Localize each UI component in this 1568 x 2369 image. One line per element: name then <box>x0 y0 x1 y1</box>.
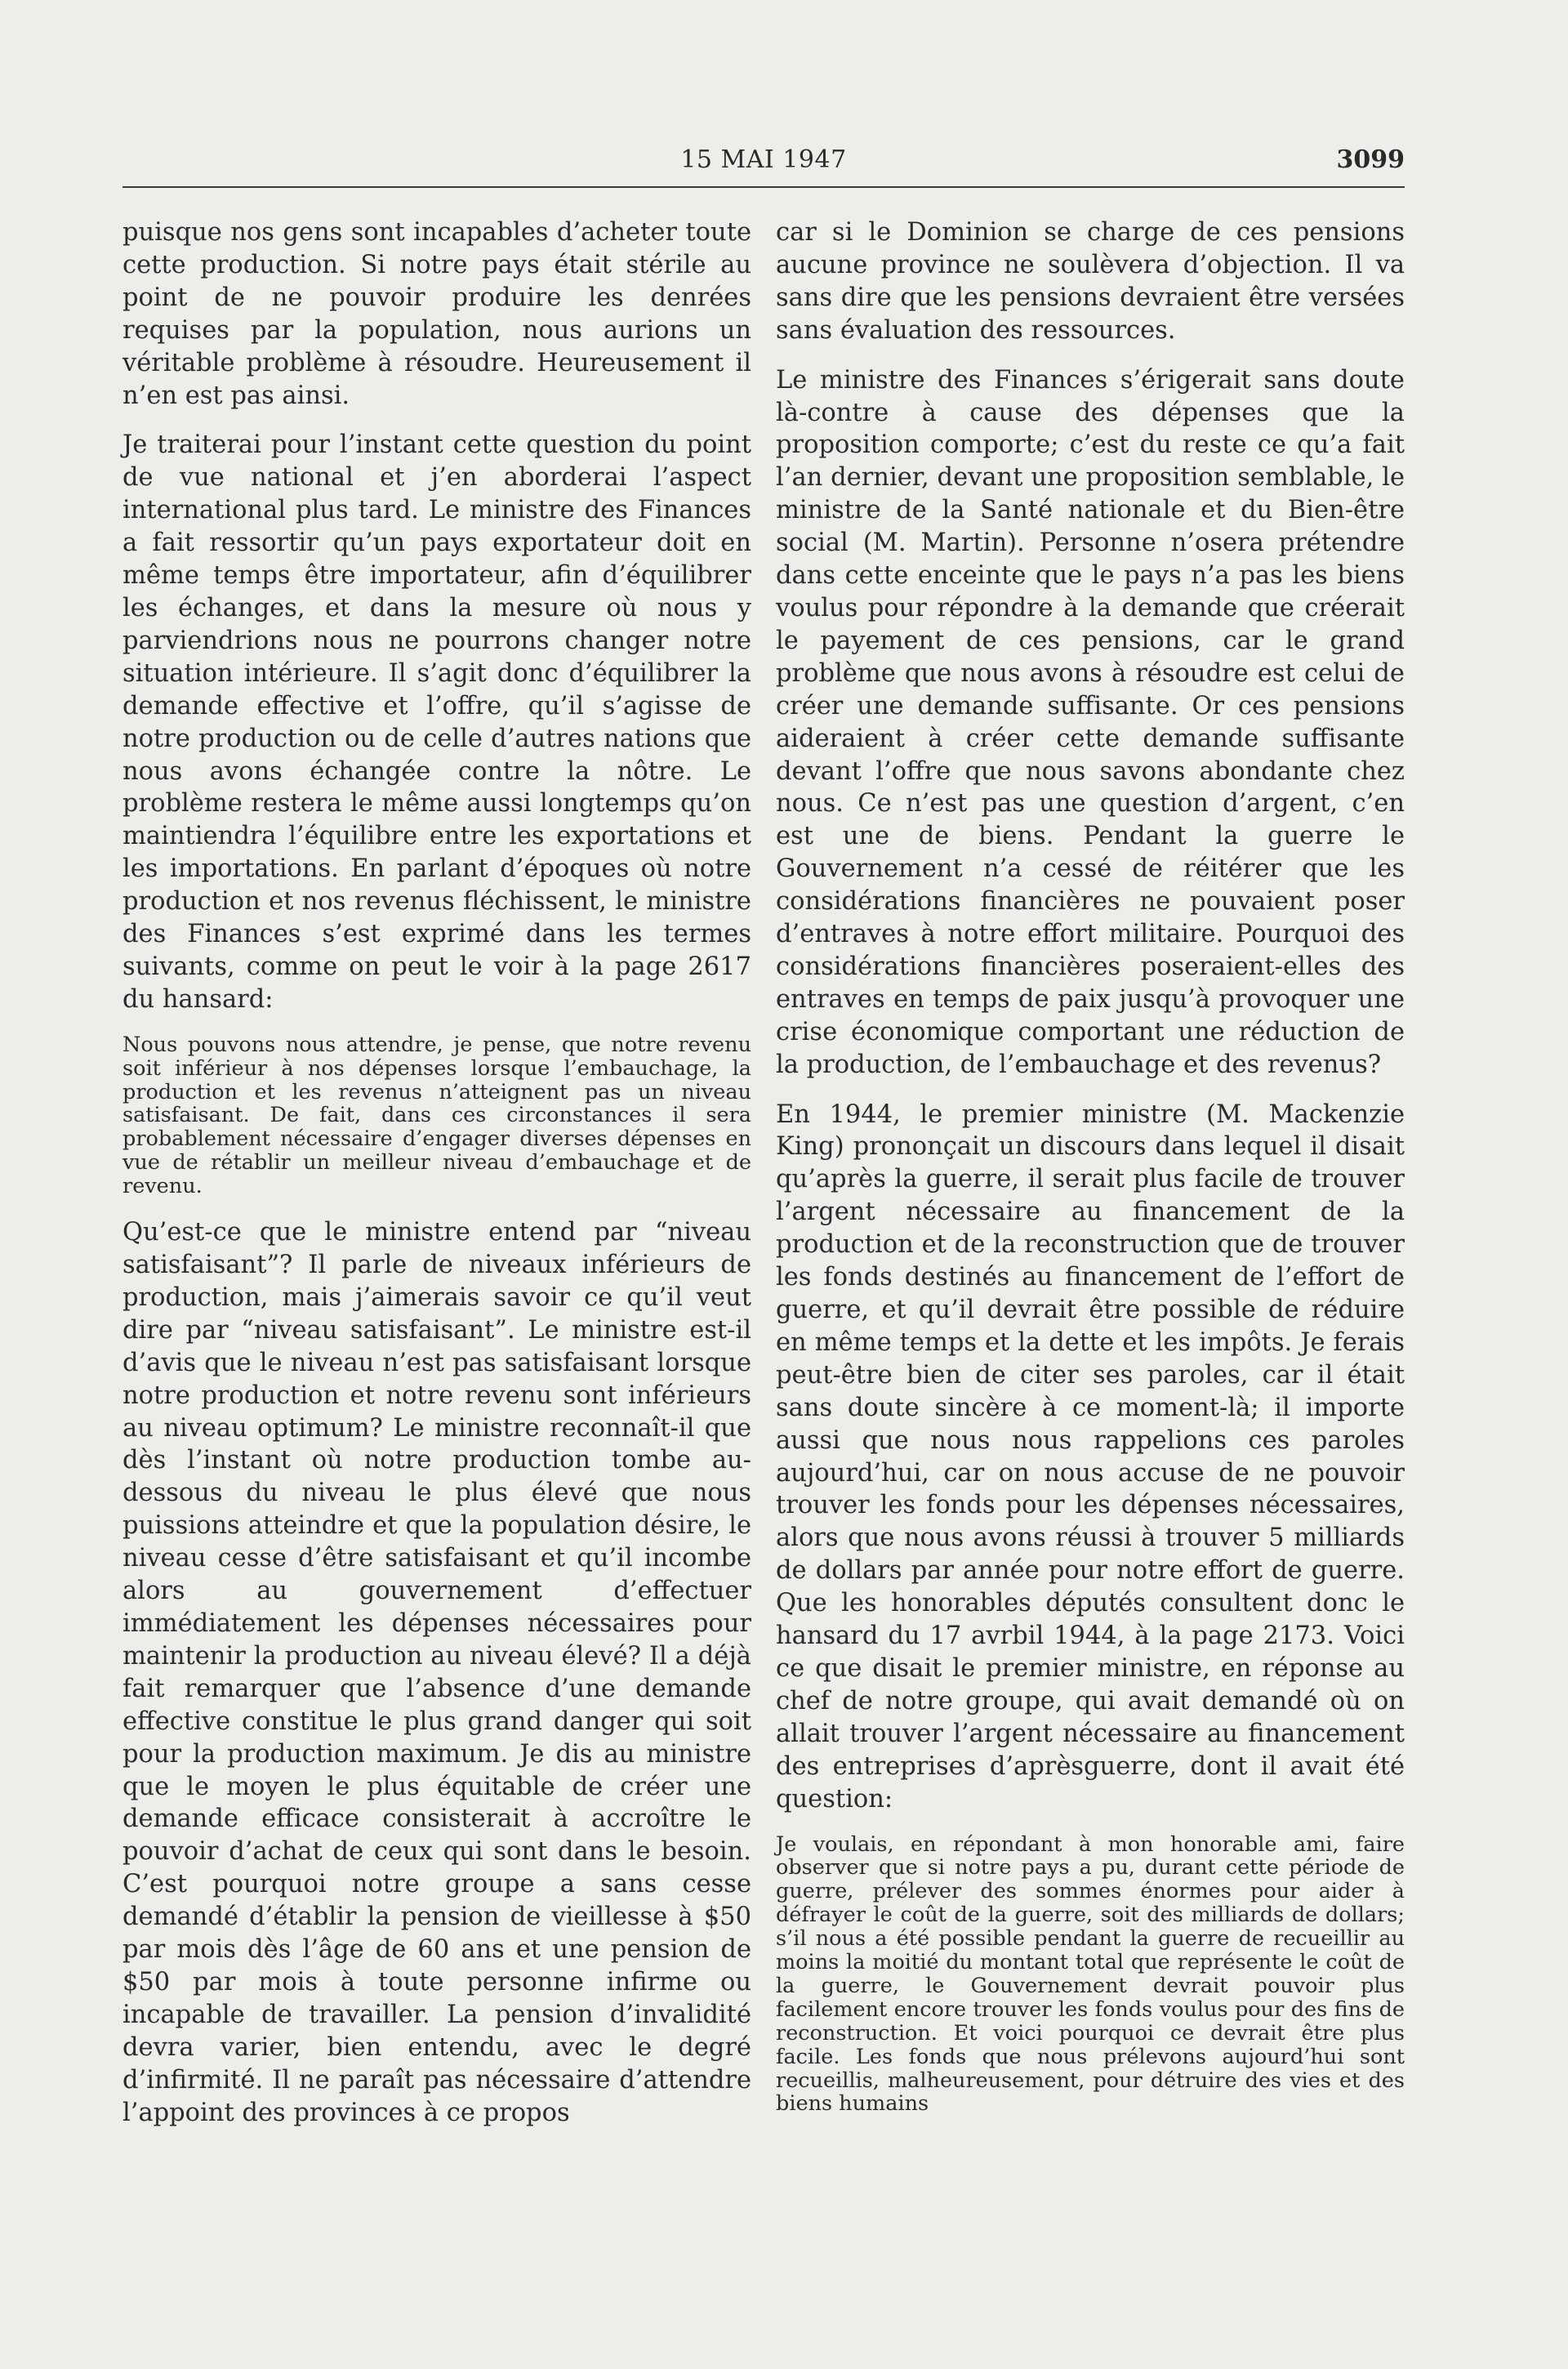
paragraph: Qu’est-ce que le ministre entend par “niveau satisfaisant”? Il parle de niveaux inférieurs de production, mais j’aimerais savoir ce qu’il veut dire par “niveau satisfaisant”. Le ministre est-il d’avis que le niveau n’est pas satisfaisant lorsque notre production et notre revenu sont inférieurs au niveau optimum? Le ministre reconnaît-il que dès l’instant où notre production tombe au-dessous du niveau le plus élevé que nous puissions atteindre et que la population désire, le niveau cesse d’être satisfaisant et qu’il incombe alors au gouvernement d’effectuer immédiatement les dépenses nécessaires pour maintenir la production au niveau élevé? Il a déjà fait remarquer que l’absence d’une demande effective constitue le plus grand danger qui soit pour la production maximum. Je dis au ministre que le moyen le plus équitable de créer une demande efficace consisterait à accroître le pouvoir d’achat de ceux qui sont dans le besoin. C’est pourquoi notre groupe a sans cesse demandé d’établir la pension de vieillesse à $50 par mois dès l’âge de 60 ans et une pension de $50 par mois à toute personne infirme ou incapable de travailler. La pension d’invalidité devra varier, bien entendu, avec le degré d’infirmité. Il ne paraît pas nécessaire d’attendre l’appoint des provinces à ce propos <box>122 1218 751 2127</box>
paragraph: puisque nos gens sont incapables d’acheter toute cette production. Si notre pays était stérile au point de ne pouvoir produire les denrées requises par la population, nous aurions un véritable problème à résoudre. Heureusement il n’en est pas ainsi. <box>122 218 751 410</box>
paragraph: En 1944, le premier ministre (M. Mackenzie King) prononçait un discours dans lequel il disait qu’après la guerre, il serait plus facile de trouver l’argent nécessaire au financement de la production et de la reconstruction que de trouver les fonds destinés au financement de l’effort de guerre, et qu’il devrait être possible de réduire en même temps et la dette et les impôts. Je ferais peut-être bien de citer ses paroles, car il était sans doute sincère à ce moment-là; il importe aussi que nous nous rappelions ces paroles aujourd’hui, car on nous accuse de ne pouvoir trouver les fonds pour les dépenses nécessaires, alors que nous avons réussi à trouver 5 milliards de dollars par année pour notre effort de guerre. Que les honorables députés consultent donc le hansard du 17 avrbil 1944, à la page 2173. Voici ce que disait le premier ministre, en réponse au chef de notre groupe, qui avait demandé où on allait trouver l’argent nécessaire au financement des entreprises d’aprèsguerre, dont il avait été question: <box>776 1100 1405 1814</box>
right-column <box>776 216 1405 2134</box>
page-date: 15 MAI 1947 <box>680 145 847 174</box>
paragraph: car si le Dominion se charge de ces pensions aucune province ne soulèvera d’objection. Il va sans dire que les pensions devraient être versées sans évaluation des ressources. <box>776 218 1405 345</box>
block-quote: Nous pouvons nous attendre, je pense, que notre revenu soit inférieur à nos dépenses lorsque l’embauchage, la production et les revenus n’atteignent pas un niveau satisfaisant. De fait, dans ces circonstances il sera probablement nécessaire d’engager diverses dépenses en vue de rétablir un meilleur niveau d’embauchage et de revenu. <box>122 1032 751 1199</box>
page-header <box>122 145 1405 188</box>
left-column <box>122 216 751 2146</box>
block-quote: Je voulais, en répondant à mon honorable ami, faire observer que si notre pays a pu, durant cette période de guerre, prélever des sommes énormes pour aider à défrayer le coût de la guerre, soit des milliards de dollars; s’il nous a été possible pendant la guerre de recueillir au moins la moitié du montant total que représente le coût de la guerre, le Gouvernement devrait pouvoir plus facilement encore trouver les fonds voulus pour des fins de reconstruction. Et voici pourquoi ce devrait être plus facile. Les fonds que nous prélevons aujourd’hui sont recueillis, malheureusement, pour détruire des vies et des biens humains <box>776 1831 1405 2117</box>
paragraph: Le ministre des Finances s’érigerait sans doute là-contre à cause des dépenses que la proposition comporte; c’est du reste ce qu’a fait l’an dernier, devant une proposition semblable, le ministre de la Santé nationale et du Bien-être social (M. Martin). Personne n’osera prétendre dans cette enceinte que le pays n’a pas les biens voulus pour répondre à la demande que créerait le payement de ces pensions, car le grand problème que nous avons à résoudre est celui de créer une demande suffisante. Or ces pensions aideraient à créer cette demande suffisante devant l’offre que nous savons abondante chez nous. Ce n’est pas une question d’argent, c’en est une de biens. Pendant la guerre le Gouvernement n’a cessé de réitérer que les considérations financières ne pouvaient poser d’entraves à notre effort militaire. Pourquoi des considérations financières poseraient-elles des entraves en temps de paix jusqu’à provoquer une crise économique comportant une réduction de la production, de l’embauchage et des revenus? <box>776 365 1405 1079</box>
paragraph: Je traiterai pour l’instant cette question du point de vue national et j’en aborderai l’aspect international plus tard. Le ministre des Finances a fait ressortir qu’un pays exportateur doit en même temps être importateur, afin d’équilibrer les échanges, et dans la mesure où nous y parviendrions nous ne pourrons changer notre situation intérieure. Il s’agit donc d’équilibrer la demande effective et l’offre, qu’il s’agisse de notre production ou de celle d’autres nations que nous avons échangée contre la nôtre. Le problème restera le même aussi longtemps qu’on maintiendra l’équilibre entre les exportations et les importations. En parlant d’époques où notre production et nos revenus fléchissent, le ministre des Finances s’est exprimé dans les termes suivants, comme on peut le voir à la page 2617 du hansard: <box>122 431 751 1014</box>
page-number: 3099 <box>1336 145 1405 174</box>
